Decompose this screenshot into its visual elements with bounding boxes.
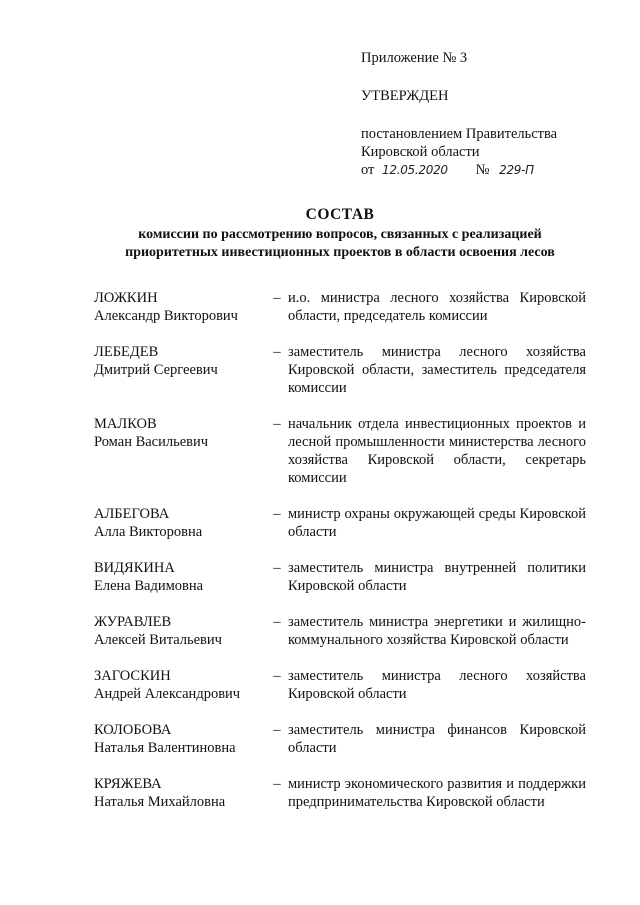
member-given-name: Наталья Михайловна (94, 794, 226, 810)
member-dash: – (273, 776, 281, 792)
member-row (94, 559, 586, 595)
member-surname: ВИДЯКИНА (94, 560, 175, 576)
member-name-cell (94, 289, 266, 325)
member-surname: МАЛКОВ (94, 416, 157, 432)
member-dash: – (273, 290, 281, 306)
member-surname: ЛОЖКИН (94, 290, 158, 306)
member-given-name: Александр Викторович (94, 308, 238, 324)
member-surname: ЖУРАВЛЕВ (94, 614, 172, 630)
approval-block (361, 49, 621, 179)
member-given-name: Алла Викторовна (94, 524, 203, 540)
resolution-line-1: постановлением Правительства (361, 126, 558, 142)
member-list (94, 289, 586, 829)
member-surname: КРЯЖЕВА (94, 776, 162, 792)
member-role: начальник отдела инвестиционных проектов и лесной промышленности министерства лесного хозяйства Кировской области, секретарь комиссии (288, 416, 586, 486)
member-surname: АЛБЕГОВА (94, 506, 170, 522)
member-role: министр охраны окружающей среды Кировской области (288, 506, 586, 540)
member-row (94, 667, 586, 703)
member-row (94, 613, 586, 649)
member-given-name: Елена Вадимовна (94, 578, 204, 594)
member-surname: ЗАГОСКИН (94, 668, 171, 684)
member-role: заместитель министра лесного хозяйства Кировской области (288, 668, 586, 702)
member-name-cell (94, 415, 266, 487)
member-dash: – (273, 506, 281, 522)
document-title: СОСТАВ (305, 206, 375, 223)
resolution-date-line (361, 161, 621, 179)
member-role: и.о. министра лесного хозяйства Кировской области, председатель комиссии (288, 290, 586, 324)
member-surname: ЛЕБЕДЕВ (94, 344, 159, 360)
document-subtitle-line-2: приоритетных инвестиционных проектов в области освоения лесов (125, 245, 555, 260)
member-name-cell (94, 343, 266, 397)
member-dash: – (273, 722, 281, 738)
member-dash: – (273, 344, 281, 360)
member-role: заместитель министра внутренней политики Кировской области (288, 560, 586, 594)
member-row (94, 505, 586, 541)
member-role: заместитель министра энергетики и жилищно-коммунального хозяйства Кировской области (288, 614, 586, 648)
handwritten-number: 229-П (499, 163, 534, 177)
member-name-cell (94, 613, 266, 649)
member-row (94, 415, 586, 487)
member-row (94, 289, 586, 325)
member-name-cell (94, 667, 266, 703)
member-role: министр экономического развития и поддержки предпринимательства Кировской области (288, 776, 586, 810)
member-name-cell (94, 775, 266, 811)
member-dash: – (273, 668, 281, 684)
approved-stamp-text: УТВЕРЖДЕН (361, 88, 449, 104)
member-role: заместитель министра лесного хозяйства Кировской области, заместитель председателя комиссии (288, 344, 586, 396)
member-given-name: Алексей Витальевич (94, 632, 222, 648)
member-dash: – (273, 614, 281, 630)
resolution-line-2: Кировской области (361, 144, 480, 160)
member-surname: КОЛОБОВА (94, 722, 172, 738)
member-given-name: Дмитрий Сергеевич (94, 362, 218, 378)
member-role: заместитель министра финансов Кировской области (288, 722, 586, 756)
member-name-cell (94, 559, 266, 595)
document-subtitle-line-1: комиссии по рассмотрению вопросов, связанных с реализацией (138, 227, 542, 242)
member-name-cell (94, 721, 266, 757)
handwritten-date: 12.05.2020 (382, 163, 448, 177)
member-dash: – (273, 416, 281, 432)
from-label: от (361, 162, 375, 178)
number-label: № (475, 162, 490, 178)
member-dash: – (273, 560, 281, 576)
member-given-name: Роман Васильевич (94, 434, 209, 450)
member-row (94, 721, 586, 757)
member-given-name: Андрей Александрович (94, 686, 241, 702)
member-name-cell (94, 505, 266, 541)
member-row (94, 775, 586, 811)
member-given-name: Наталья Валентиновна (94, 740, 236, 756)
title-block (40, 206, 640, 262)
annex-number: Приложение № 3 (361, 50, 468, 66)
member-row (94, 343, 586, 397)
